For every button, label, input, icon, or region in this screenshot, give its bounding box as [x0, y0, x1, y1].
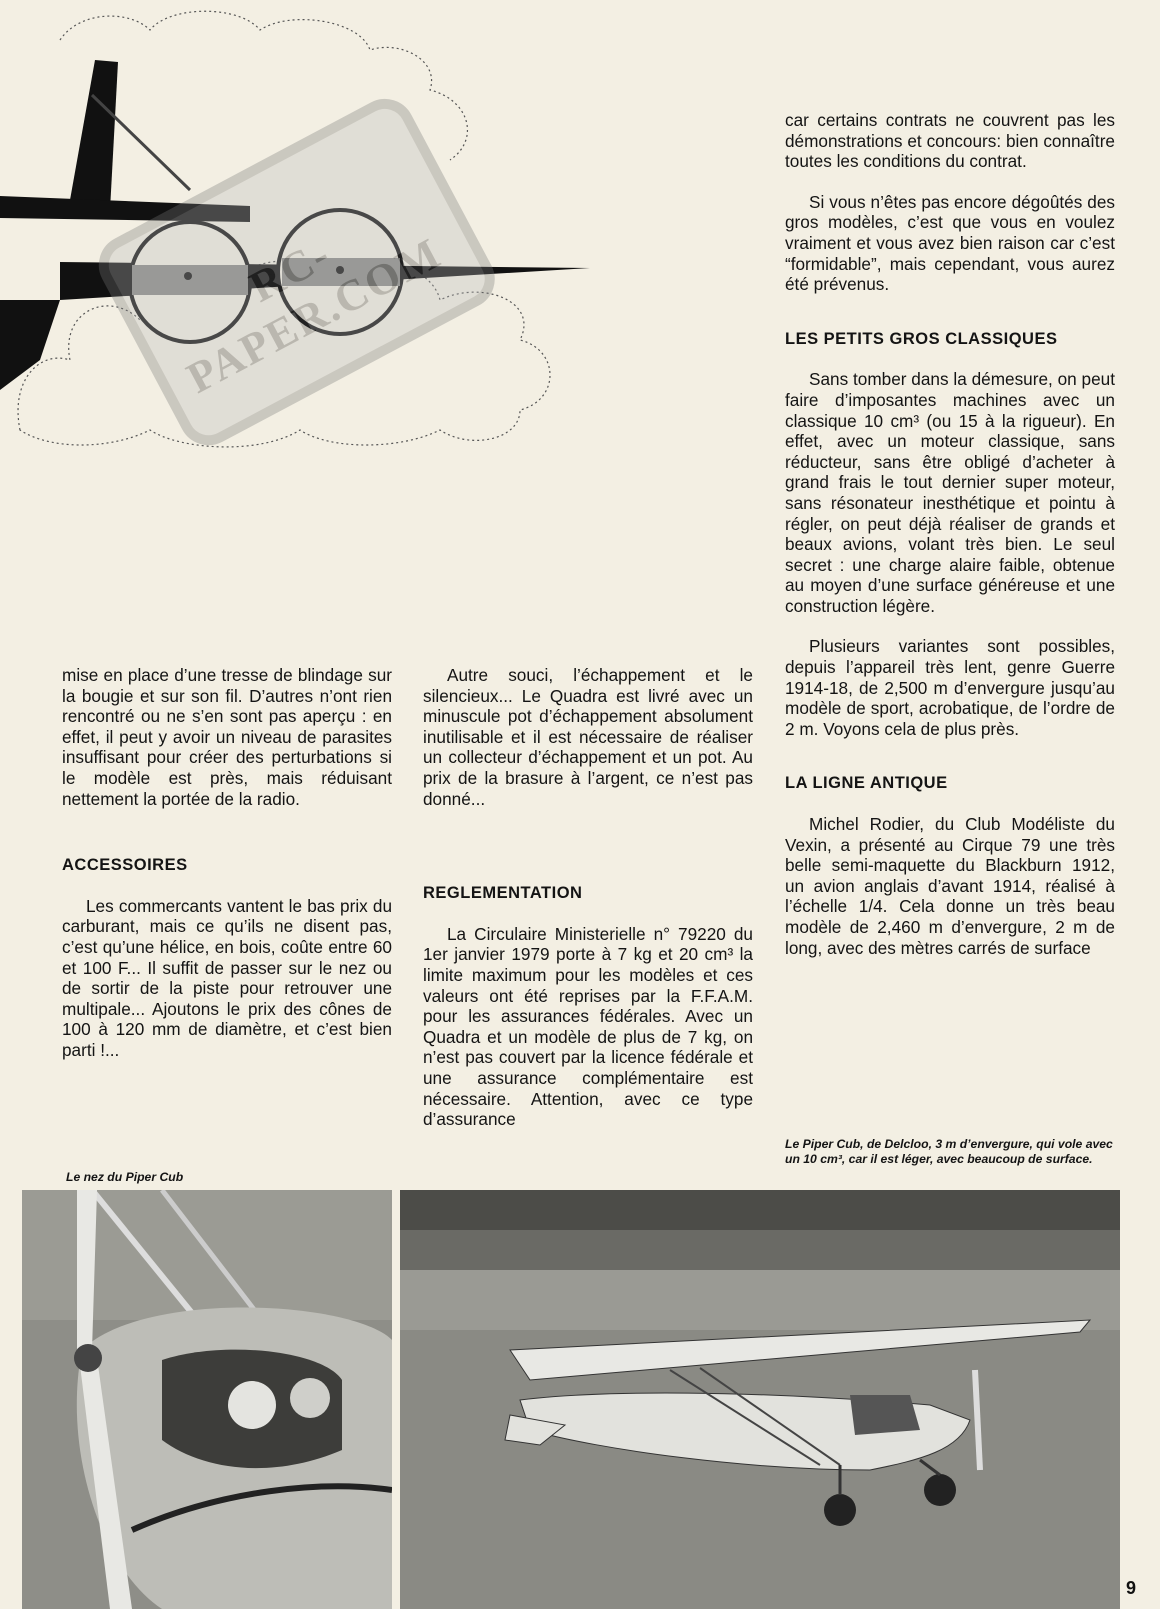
paragraph: mise en place d’une tresse de blindage sur la bougie et sur son fil. D’autres n’ont rien rencontré ou ne s’en sont pas aperçu : en effet, il peut y avoir un niveau de parasites insuffisant pour créer des perturbations si le modèle est près, mais réduisant nettement la portée de la radio. — [62, 665, 392, 809]
paragraph: Si vous n’êtes pas encore dégoûtés des gros modèles, c’est que vous en voulez vraiment et vous avez bien raison car c’est “formidable”, mais cependant, vous aurez été prévenus. — [785, 191, 1115, 295]
heading-accessoires: ACCESSOIRES — [62, 856, 188, 875]
paragraph: Michel Rodier, du Club Modéliste du Vexin, a présenté au Cirque 79 une très belle semi-maquette du Blackburn 1912, un avion anglais d’avant 1914, réalisé à l’échelle 1/4. Cela donne un très beau modèle de 2,460 m d’envergure, 2 m de long, avec des mètres carrés de surface — [785, 814, 1115, 958]
column-2 — [423, 665, 753, 1150]
paragraph: Plusieurs variantes sont possibles, depuis l’appareil très lent, genre Guerre 1914-18, de 2,500 m d’envergure jusqu’au modèle de sport, acrobatique, de l’ordre de 2 m. Voyons cela de plus près. — [785, 636, 1115, 739]
paragraph: Les commercants vantent le bas prix du carburant, mais ce qu’ils ne disent pas, c’est qu’une hélice, en bois, coûte entre 60 et 100 F... Il suffit de passer sur le nez ou de sortir de la piste pour retrouver une multipale... Ajoutons le prix des cônes de 100 à 120 mm de diamètre, et c’est bien parti !... — [62, 895, 392, 1060]
heading-petits-gros-classiques: LES PETITS GROS CLASSIQUES — [785, 329, 1058, 348]
paragraph: Autre souci, l’échappement et le silencieux... Le Quadra est livré avec un minuscule pot d’échappement absolument inutilisable et il est nécessaire de réaliser un collecteur d’échappement et un pot. Au prix de la brasure à l’argent, ce n’est pas donné... — [423, 665, 753, 809]
paragraph: Sans tomber dans la démesure, on peut faire d’imposantes machines avec un classique 10 cm³ (ou 15 à la rigueur). En effet, avec un moteur classique, sans réducteur, sans être obligé d’acheter à grand frais le tout dernier super moteur, sans résonateur inesthétique et pointu à régler, on peut déjà réaliser de grands et beaux avions, volant très bien. Le seul secret : une charge alaire faible, obtenue au moyen d’une surface généreuse et une construction légère. — [785, 369, 1115, 616]
heading-reglementation: REGLEMENTATION — [423, 884, 583, 903]
column-3 — [785, 110, 1115, 978]
heading-ligne-antique: LA LIGNE ANTIQUE — [785, 774, 948, 793]
caption-piper: Le Piper Cub, de Delcloo, 3 m d’envergure, qui vole avec un 10 cm³, car il est léger, avec beaucoup de surface. — [785, 1137, 1113, 1166]
column-1 — [62, 665, 392, 1081]
paragraph: car certains contrats ne couvrent pas les démonstrations et concours: bien connaître toutes les conditions du contrat. — [785, 110, 1115, 172]
photo-piper-cub — [400, 1190, 1120, 1609]
paragraph: La Circulaire Ministerielle n° 79220 du 1er janvier 1979 porte à 7 kg et 20 cm³ la limite maximum pour les modèles et ces valeurs ont été reprises par la F.F.A.M. pour les assurances fédérales. Avec un Quadra et un modèle de plus de 7 kg, on n’est pas couvert par la licence fédérale et une assurance complémentaire est nécessaire. Attention, avec ce type d’assurance — [423, 923, 753, 1130]
plane-illustration — [0, 0, 600, 470]
watermark-text: RC-PAPER.COM — [179, 228, 450, 403]
page-number: 9 — [1125, 1578, 1136, 1598]
photo-piper-nose — [22, 1190, 392, 1609]
caption-nose: Le nez du Piper Cub — [66, 1170, 184, 1184]
